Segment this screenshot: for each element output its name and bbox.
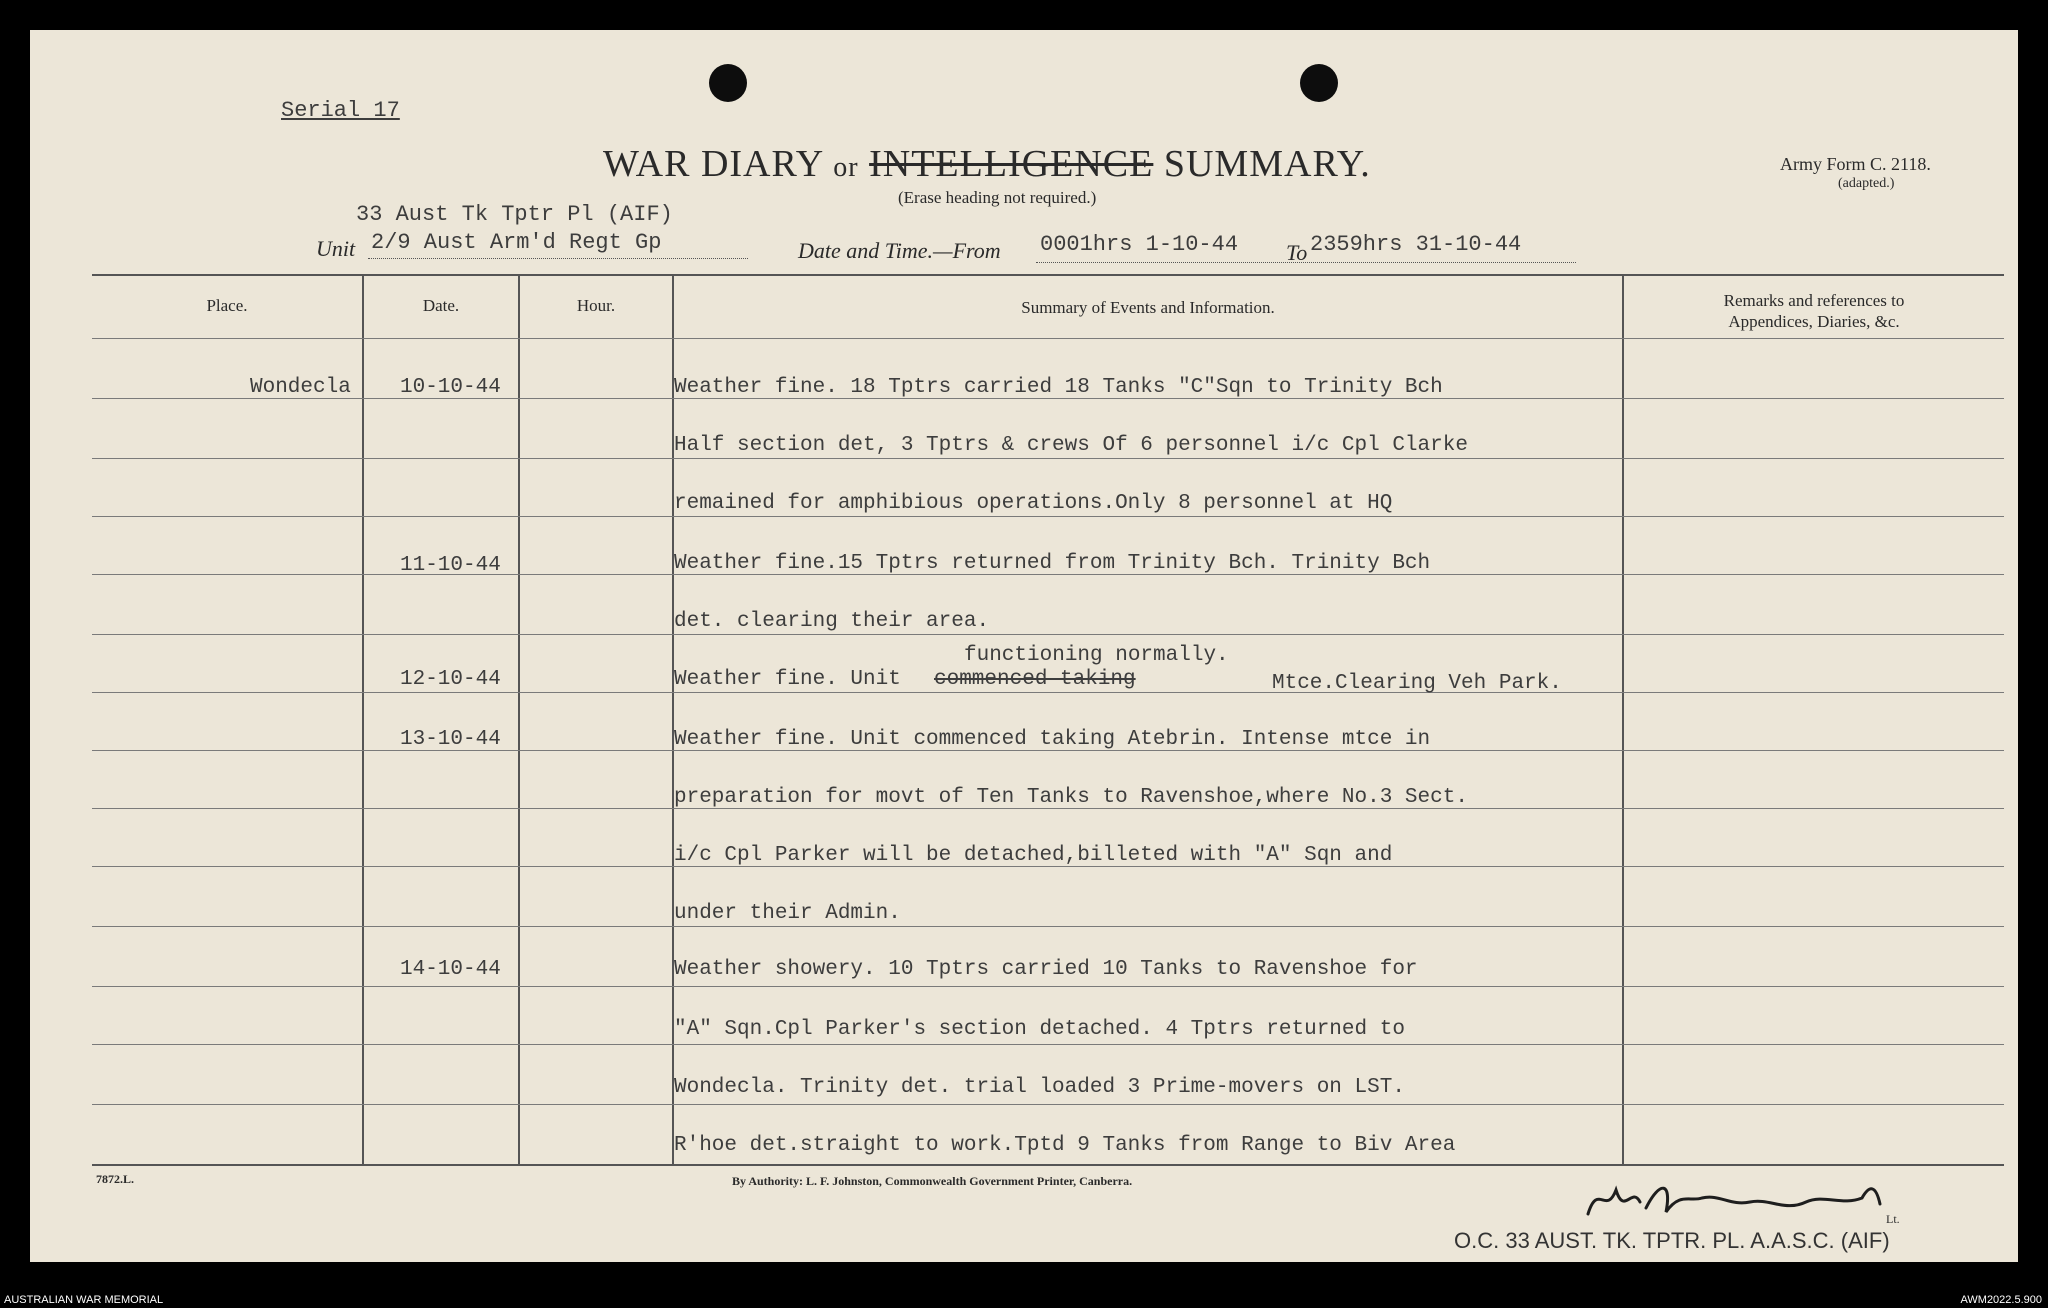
date-dotted-rule xyxy=(1036,262,1576,264)
col-divider-summary xyxy=(1622,274,1624,1164)
printer-authority: By Authority: L. F. Johnston, Commonwealth Government Printer, Canberra. xyxy=(732,1174,1133,1188)
erase-note: (Erase heading not required.) xyxy=(898,188,1097,207)
summary-line: Wondecla. Trinity det. trial loaded 3 Prime-movers on LST. xyxy=(674,1076,1405,1099)
summary-line: i/c Cpl Parker will be detached,billeted with "A" Sqn and xyxy=(674,844,1393,867)
summary-line: remained for amphibious operations.Only 8 personnel at HQ xyxy=(674,492,1393,515)
title-intelligence-struck: INTELLIGENCE xyxy=(869,143,1154,185)
row-rule xyxy=(92,338,2004,339)
remarks-header-line-2: Appendices, Diaries, &c. xyxy=(1728,312,1900,331)
row-rule xyxy=(92,516,2004,517)
officer-commanding-line: O.C. 33 AUST. TK. TPTR. PL. A.A.S.C. (AIF) xyxy=(1454,1228,1890,1253)
row-rule xyxy=(92,926,2004,927)
form-title xyxy=(603,142,1371,186)
row-rule xyxy=(92,634,2004,635)
punch-hole-right xyxy=(1300,64,1338,102)
row-rule xyxy=(92,986,2004,987)
date-from-value: 0001hrs 1-10-44 xyxy=(1040,232,1239,257)
unit-line-1: 33 Aust Tk Tptr Pl (AIF) xyxy=(356,202,673,227)
row-rule xyxy=(92,692,2004,693)
date-time-label: Date and Time.—From xyxy=(798,238,1001,263)
archive-right-label: AWM2022.5.900 xyxy=(1960,1294,2042,1306)
col-header-hour: Hour. xyxy=(576,296,616,315)
adapted-note: (adapted.) xyxy=(1838,176,1895,191)
unit-dotted-rule xyxy=(368,258,748,260)
summary-line: Weather fine. Unit commenced taking Atebrin. Intense mtce in xyxy=(674,728,1431,751)
summary-line: Half section det, 3 Tptrs & crews Of 6 personnel i/c Cpl Clarke xyxy=(674,434,1468,457)
entry-place: Wondecla xyxy=(250,376,351,399)
col-divider-place xyxy=(362,274,364,1164)
summary-struck-text: commenced taking xyxy=(934,668,1136,691)
summary-line: "A" Sqn.Cpl Parker's section detached. 4 Tptrs returned to xyxy=(674,1018,1405,1041)
col-header-date: Date. xyxy=(422,296,460,315)
summary-line: Mtce.Clearing Veh Park. xyxy=(1272,672,1562,695)
serial-number: Serial 17 xyxy=(281,98,400,123)
col-divider-date xyxy=(518,274,520,1164)
summary-line: preparation for movt of Ten Tanks to Ravenshoe,where No.3 Sect. xyxy=(674,786,1468,809)
entry-date: 12-10-44 xyxy=(400,668,501,691)
entry-date: 13-10-44 xyxy=(400,728,501,751)
summary-line: det. clearing their area. xyxy=(674,610,990,633)
date-to-label: To xyxy=(1286,240,1308,265)
punch-hole-left xyxy=(709,64,747,102)
army-form-number: Army Form C. 2118. xyxy=(1780,154,1931,174)
entry-date: 11-10-44 xyxy=(400,554,501,577)
remarks-header-line-1: Remarks and references to xyxy=(1723,291,1905,310)
title-war-diary: WAR DIARY xyxy=(603,143,823,185)
summary-line: under their Admin. xyxy=(674,902,901,925)
table-bottom-border xyxy=(92,1164,2004,1166)
row-rule xyxy=(92,1104,2004,1105)
unit-label: Unit xyxy=(316,236,356,261)
summary-inserted-text: functioning normally. xyxy=(964,644,1229,667)
table-top-border xyxy=(92,274,2004,276)
form-code: 7872.L. xyxy=(96,1172,135,1186)
archive-footer-bar xyxy=(0,1262,2048,1308)
diary-page xyxy=(30,30,2018,1262)
col-header-summary: Summary of Events and Information. xyxy=(1021,298,1275,317)
col-header-place: Place. xyxy=(206,296,248,315)
title-or: or xyxy=(833,152,859,183)
summary-line: Weather fine. 18 Tptrs carried 18 Tanks "C"Sqn to Trinity Bch xyxy=(674,376,1443,399)
row-rule xyxy=(92,458,2004,459)
archive-left-label: AUSTRALIAN WAR MEMORIAL xyxy=(4,1294,164,1306)
title-summary: SUMMARY. xyxy=(1163,143,1371,185)
summary-line: Weather showery. 10 Tptrs carried 10 Tanks to Ravenshoe for xyxy=(674,958,1418,981)
summary-line: Weather fine.15 Tptrs returned from Trinity Bch. Trinity Bch xyxy=(674,552,1431,575)
summary-line: Weather fine. Unit xyxy=(674,668,901,691)
rank-lt: Lt. xyxy=(1886,1212,1900,1226)
date-to-value: 2359hrs 31-10-44 xyxy=(1310,232,1522,257)
col-header-remarks xyxy=(1624,290,2004,332)
summary-line: R'hoe det.straight to work.Tptd 9 Tanks from Range to Biv Area xyxy=(674,1134,1456,1157)
entry-date: 10-10-44 xyxy=(400,376,501,399)
row-rule xyxy=(92,1044,2004,1045)
entry-date: 14-10-44 xyxy=(400,958,501,981)
unit-line-2: 2/9 Aust Arm'd Regt Gp xyxy=(371,230,662,255)
handwritten-signature xyxy=(1580,1172,1900,1232)
